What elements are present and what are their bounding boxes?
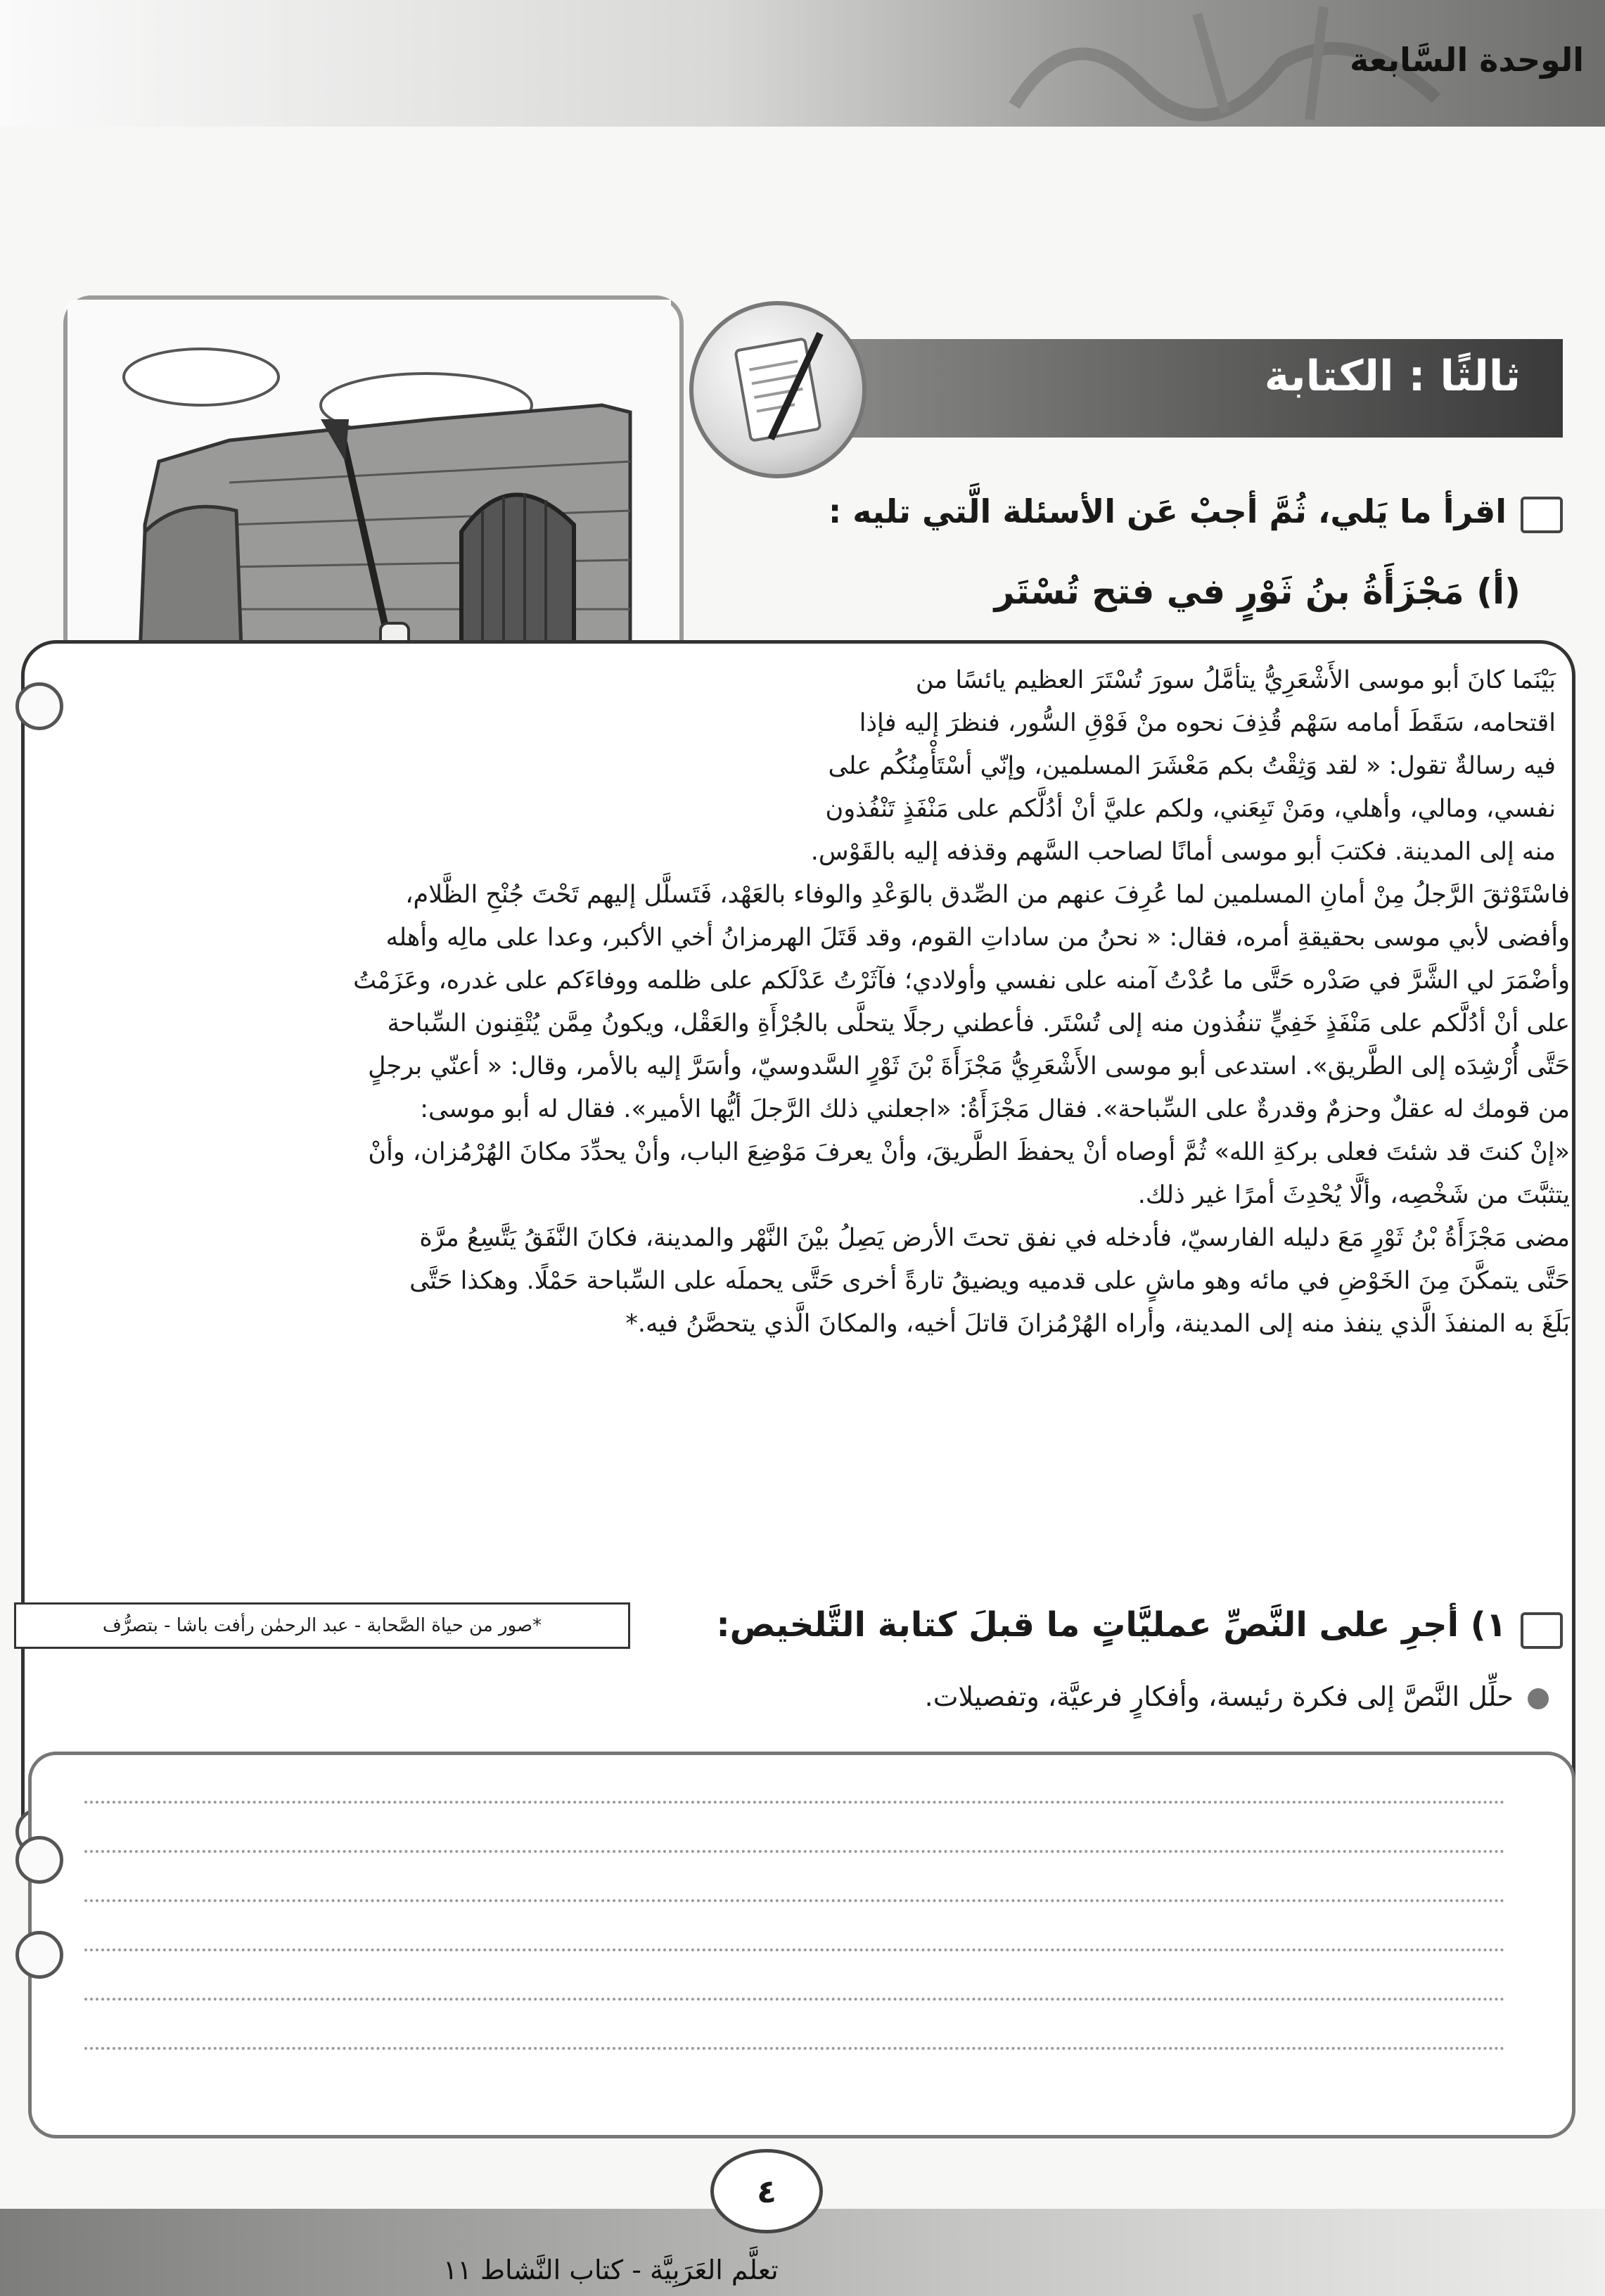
answer-line[interactable] <box>84 1998 1505 2001</box>
story-line: نفسي، ومالي، وأهلي، ومَنْ تَبِعَني، ولكم عليَّ أنْ أدُلَّكم على مَنْفَذٍ تَنْفُذون <box>825 795 1556 823</box>
question-1-title: ١) أجرِ على النَّصِّ عمليَّاتٍ ما قبلَ كتابة التَّلخيص: <box>716 1605 1507 1645</box>
unit-title: الوحدة السَّابعة <box>1349 41 1584 79</box>
story-line: فاسْتَوْثقَ الرَّجلُ مِنْ أمانِ المسلمين لما عُرِفَ عنهم من الصِّدق بالوَعْدِ والوفاء بالعَهْد، فَتَسلَّل إليهم تَحْتَ جُنْحِ الظَّلام، <box>405 881 1570 909</box>
answer-line[interactable] <box>84 2047 1505 2050</box>
reading-instructions: اقرأ ما يَلي، ثُمَّ أجبْ عَن الأسئلة الَّتي تليه : <box>828 492 1507 530</box>
story-line: حَتَّى أُرْشِدَه إلى الطَّريق». استدعى أبو موسى الأَشْعَرِيُّ مَجْزَأَةَ بْنَ ثَوْرٍ السَّدوسيّ، وأسَرَّ إليه بالأمر، وقال: « أعنّي برجلٍ <box>368 1052 1570 1080</box>
binder-hole <box>15 682 63 730</box>
page-number: ٤ <box>710 2149 823 2233</box>
answer-line[interactable] <box>84 1801 1505 1804</box>
story-line: يتثبَّتَ من شَخْصِه، وألَّا يُحْدِثَ أمرًا غير ذلك. <box>1137 1181 1570 1209</box>
story-title: (أ) مَجْزَأَةُ بنُ ثَوْرٍ في فتح تُسْتَر <box>994 571 1521 612</box>
bullet-icon <box>1528 1688 1549 1709</box>
writing-icon <box>689 301 867 478</box>
story-line: منه إلى المدينة. فكتبَ أبو موسى أمانًا لصاحب السَّهم وقذفه إليه بالقَوْس. <box>810 838 1556 866</box>
story-line: من قومك له عقلٌ وحزمٌ وقدرةٌ على السِّباحة». فقال مَجْزَأَةُ: «اجعلني ذلك الرَّجلَ أيُّها الأمير». فقال له أبو موسى: <box>420 1095 1570 1123</box>
book-name: تعلَّم العَرَبِيَّة - كتاب النَّشاط ١١ <box>443 2254 779 2285</box>
story-line: حَتَّى يتمكَّنَ مِنَ الخَوْضِ في مائه وهو ماشٍ على قدميه ويضيقُ تارةً أخرى حَتَّى يحملَه على السِّباحة حَمْلًا. وهكذا حَتَّى <box>409 1267 1570 1295</box>
section-title: ثالثًا : الكتابة <box>1264 352 1521 401</box>
answer-box <box>28 1752 1575 2138</box>
binder-hole <box>15 1836 63 1884</box>
reading-book-icon <box>1521 497 1563 533</box>
answer-line[interactable] <box>84 1949 1505 1951</box>
story-line: فيه رسالةٌ تقول: « لقد وَثِقْتُ بكم مَعْشَرَ المسلمين، وإنّي أسْتَأْمِنُكُم على <box>828 752 1556 780</box>
story-line: بَلَغَ به المنفذَ الَّذي ينفذ منه إلى المدينة، وأراه الهُرْمُزانَ قاتلَ أخيه، والمكانَ الَّذي يتحصَّنُ فيه.* <box>625 1310 1570 1338</box>
pencil-paper-icon <box>1521 1612 1563 1649</box>
story-line: «إنْ كنتَ قد شئتَ فعلى بركةِ الله» ثُمَّ أوصاه أنْ يحفظَ الطَّريقَ، وأنْ يعرفَ مَوْضِعَ الباب، وأنْ يحدِّدَ مكانَ الهُرْمُزان، وأنْ <box>368 1138 1570 1166</box>
story-line: بَيْنَما كانَ أبو موسى الأَشْعَرِيُّ يتأمَّلُ سورَ تُسْتَرَ العظيم يائسًا من <box>915 666 1556 694</box>
question-1-task: حلِّل النَّصَّ إلى فكرة رئيسة، وأفكارٍ فرعيَّة، وتفصيلات. <box>924 1681 1514 1712</box>
binder-hole <box>15 1931 63 1979</box>
story-line: وأفضى لأبي موسى بحقيقةِ أمره، فقال: « نحنُ من ساداتِ القوم، وقد قَتَلَ الهرمزانُ أخي الأكبر، وعدا على مالِه وأهله <box>385 924 1570 952</box>
story-line: على أنْ أدُلَّكم على مَنْفَذٍ خَفِيٍّ تنفُذون منه إلى تُسْتَر. فأعطني رجلًا يتحلَّى بالجُرْأَةِ والعَقْل، ويكونُ مِمَّن يُتْقِنون السِّباحة <box>387 1009 1570 1038</box>
story-line: وأضْمَرَ لي الشَّرَّ في صَدْره حَتَّى ما عُدْتُ آمنه على نفسي وأولادي؛ فآثَرْتُ عَدْلَكم على ظلمه ووفاءَكم على غدره، وعَزَمْتُ <box>353 967 1570 995</box>
story-line: اقتحامه، سَقَطَ أمامه سَهْم قُذِفَ نحوه منْ فَوْقِ السُّور، فنظرَ إليه فإذا <box>859 709 1556 737</box>
answer-line[interactable] <box>84 1850 1505 1853</box>
answer-line[interactable] <box>84 1899 1505 1902</box>
source-citation: *صور من حياة الصَّحابة - عبد الرحمٰن رأفت باشا - بتصرُّف <box>14 1602 630 1649</box>
story-line: مضى مَجْزَأَةُ بْنُ ثَوْرٍ مَعَ دليله الفارسيّ، فأدخله في نفق تحتَ الأرض يَصِلُ بيْنَ النَّهْر والمدينة، فكانَ النَّفَقُ يَتَّسِعُ مرَّة <box>419 1224 1570 1252</box>
